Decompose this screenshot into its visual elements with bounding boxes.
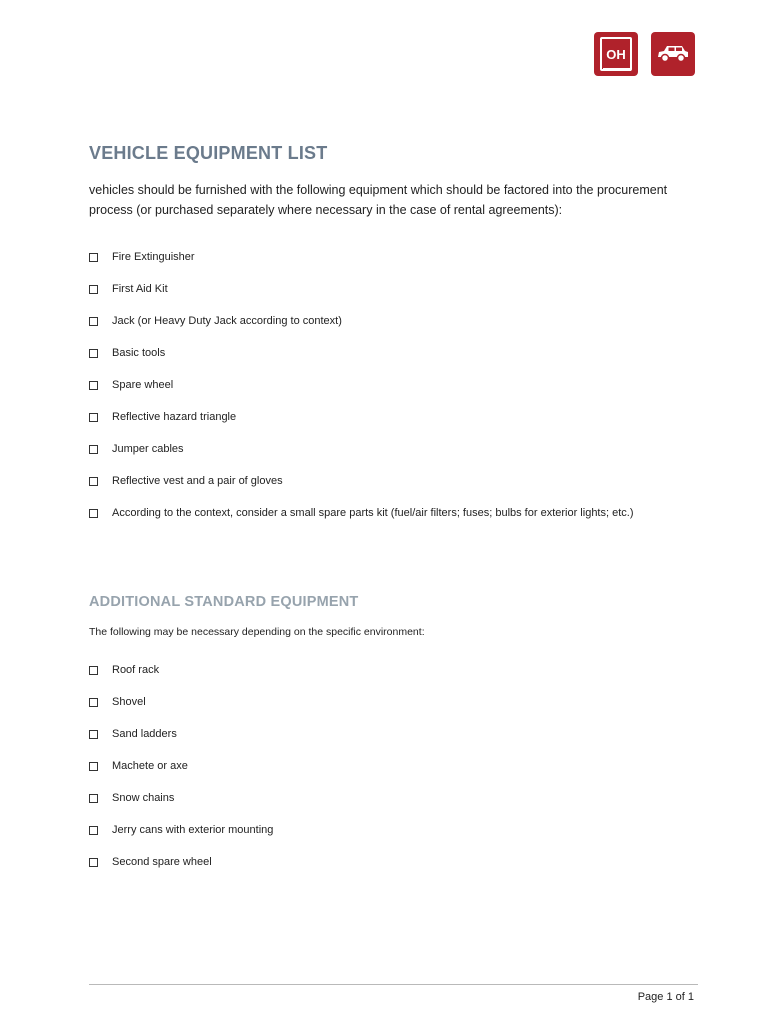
- checkbox-icon[interactable]: [89, 730, 98, 739]
- footer-divider: [89, 984, 698, 985]
- equipment-checklist: [89, 250, 634, 538]
- section-intro: The following may be necessary depending on the specific environment:: [89, 626, 425, 638]
- list-item-label: Jack (or Heavy Duty Jack according to context): [112, 315, 342, 327]
- book-oh-icon: [594, 32, 638, 76]
- checkbox-icon[interactable]: [89, 509, 98, 518]
- list-item: [89, 474, 634, 506]
- list-item: [89, 314, 634, 346]
- additional-checklist: [89, 663, 273, 887]
- page-title: VEHICLE EQUIPMENT LIST: [89, 143, 328, 163]
- list-item: [89, 250, 634, 282]
- checkbox-icon[interactable]: [89, 381, 98, 390]
- list-item: [89, 663, 273, 695]
- car-icon-glyph: [655, 42, 691, 66]
- list-item: [89, 506, 634, 538]
- list-item-label: Shovel: [112, 696, 146, 708]
- list-item-label: Sand ladders: [112, 728, 177, 740]
- checkbox-icon[interactable]: [89, 477, 98, 486]
- list-item: [89, 442, 634, 474]
- list-item: [89, 346, 634, 378]
- checkbox-icon[interactable]: [89, 317, 98, 326]
- page-number: Page 1 of 1: [637, 991, 694, 1003]
- list-item: [89, 727, 273, 759]
- list-item-label: Reflective vest and a pair of gloves: [112, 475, 283, 487]
- list-item-label: Jerry cans with exterior mounting: [112, 824, 274, 836]
- list-item-label: Reflective hazard triangle: [112, 411, 237, 423]
- checkbox-icon[interactable]: [89, 826, 98, 835]
- list-item: [89, 378, 634, 410]
- list-item: [89, 410, 634, 442]
- list-item-label: Snow chains: [112, 792, 175, 804]
- list-item-label: According to the context, consider a small spare parts kit (fuel/air filters; fuses; bulbs for exterior lights; etc.): [112, 507, 634, 519]
- checkbox-icon[interactable]: [89, 698, 98, 707]
- oh-logo-label: OH: [600, 37, 632, 71]
- list-item-label: Second spare wheel: [112, 856, 212, 868]
- checkbox-icon[interactable]: [89, 666, 98, 675]
- list-item: [89, 695, 273, 727]
- header-logos: [594, 32, 695, 76]
- list-item-label: Roof rack: [112, 664, 160, 676]
- checkbox-icon[interactable]: [89, 445, 98, 454]
- checkbox-icon[interactable]: [89, 794, 98, 803]
- section-title: ADDITIONAL STANDARD EQUIPMENT: [89, 594, 359, 610]
- book-page-edge: [603, 68, 631, 71]
- checkbox-icon[interactable]: [89, 349, 98, 358]
- list-item: [89, 759, 273, 791]
- list-item-label: Fire Extinguisher: [112, 251, 195, 263]
- list-item-label: First Aid Kit: [112, 283, 168, 295]
- list-item: [89, 855, 273, 887]
- list-item: [89, 791, 273, 823]
- checkbox-icon[interactable]: [89, 253, 98, 262]
- checkbox-icon[interactable]: [89, 858, 98, 867]
- list-item: [89, 282, 634, 314]
- list-item-label: Basic tools: [112, 347, 166, 359]
- car-icon: [651, 32, 695, 76]
- checkbox-icon[interactable]: [89, 762, 98, 771]
- list-item-label: Machete or axe: [112, 760, 188, 772]
- list-item: [89, 823, 273, 855]
- checkbox-icon[interactable]: [89, 285, 98, 294]
- list-item-label: Spare wheel: [112, 379, 174, 391]
- list-item-label: Jumper cables: [112, 443, 184, 455]
- checkbox-icon[interactable]: [89, 413, 98, 422]
- intro-paragraph: vehicles should be furnished with the following equipment which should be factored into the procurement process (or purchased separately where necessary in the case of rental agreements):: [89, 183, 668, 217]
